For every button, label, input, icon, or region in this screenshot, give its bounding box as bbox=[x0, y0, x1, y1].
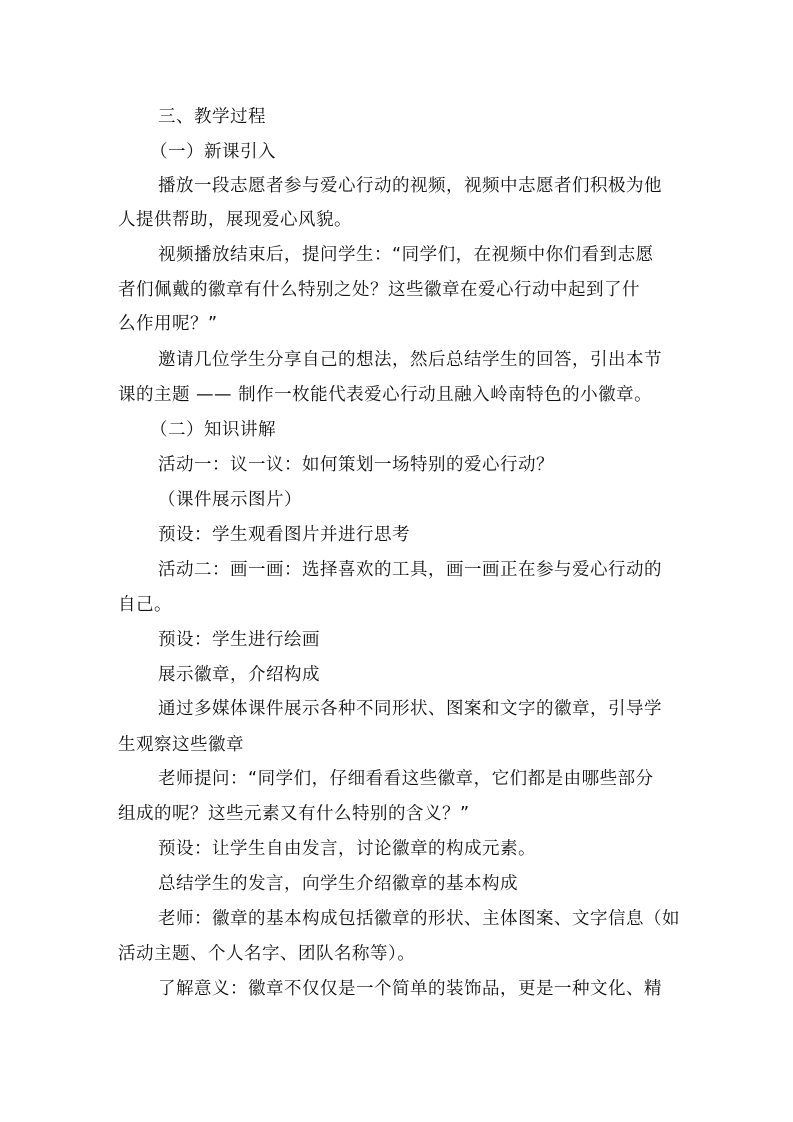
paragraph-line: 自己。 bbox=[118, 595, 172, 615]
paragraph-line: 预设：让学生自由发言，讨论徽章的构成元素。 bbox=[158, 839, 536, 859]
paragraph-line: 活动主题、个人名字、团队名称等）。 bbox=[118, 944, 416, 964]
paragraph-line: 了解意义：徽章不仅仅是一个简单的装饰品，更是一种文化、精 bbox=[158, 979, 662, 999]
section-heading-teaching-process: 三、教学过程 bbox=[158, 107, 266, 127]
paragraph-line: 展示徽章，介绍构成 bbox=[158, 665, 320, 685]
paragraph-line: 预设：学生观看图片并进行思考 bbox=[158, 525, 410, 545]
paragraph-line: 者们佩戴的徽章有什么特别之处？这些徽章在爱心行动中起到了什 bbox=[118, 280, 640, 300]
paragraph-line: 预设：学生进行绘画 bbox=[158, 630, 320, 650]
paragraph-line: 老师提问：“同学们，仔细看看这些徽章，它们都是由哪些部分 bbox=[158, 769, 654, 789]
subsection-heading-introduction: （一）新课引入 bbox=[150, 142, 276, 162]
paragraph-line: 老师：徽章的基本构成包括徽章的形状、主体图案、文字信息（如 bbox=[158, 909, 680, 929]
paragraph-line: 邀请几位学生分享自己的想法，然后总结学生的回答，引出本节 bbox=[158, 350, 662, 370]
paragraph-line: 课的主题 —— 制作一枚能代表爱心行动且融入岭南特色的小徽章。 bbox=[118, 385, 653, 405]
paragraph-line: 么作用呢？” bbox=[118, 314, 218, 334]
paragraph-line: 通过多媒体课件展示各种不同形状、图案和文字的徽章，引导学 bbox=[158, 699, 662, 719]
paragraph-line: 组成的呢？这些元素又有什么特别的含义？” bbox=[118, 804, 470, 824]
paragraph-line: 总结学生的发言，向学生介绍徽章的基本构成 bbox=[158, 874, 518, 894]
paragraph-line: 播放一段志愿者参与爱心行动的视频，视频中志愿者们积极为他 bbox=[158, 176, 662, 196]
paragraph-line: 生观察这些徽章 bbox=[118, 735, 244, 755]
subsection-heading-knowledge: （二）知识讲解 bbox=[150, 420, 276, 440]
paragraph-line: 活动一：议一议：如何策划一场特别的爱心行动？ bbox=[158, 455, 554, 475]
paragraph-line: 活动二：画一画：选择喜欢的工具，画一画正在参与爱心行动的 bbox=[158, 560, 662, 580]
paragraph-line: （课件展示图片） bbox=[158, 490, 302, 510]
paragraph-line: 人提供帮助，展现爱心风貌。 bbox=[118, 210, 352, 230]
paragraph-line: 视频播放结束后，提问学生：“同学们，在视频中你们看到志愿 bbox=[158, 245, 654, 265]
